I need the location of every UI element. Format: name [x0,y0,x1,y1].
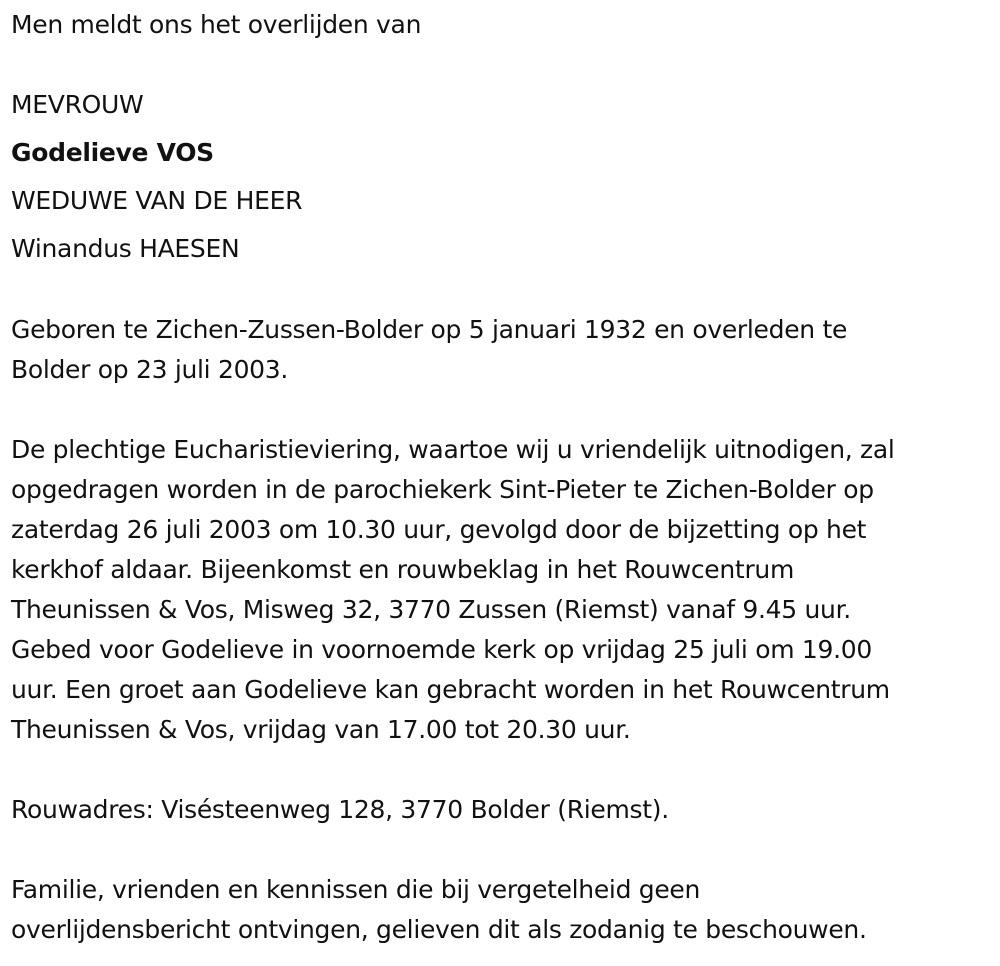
paragraph-line: Rouwadres: Visésteenweg 128, 3770 Bolder (Riemst). [11,795,669,824]
intro-text: Men meldt ons het overlijden van [11,10,422,39]
paragraph-line: Geboren te Zichen-Zussen-Bolder op 5 januari 1932 en overleden te [11,315,848,344]
paragraph-line: Theunissen & Vos, vrijdag van 17.00 tot 20.30 uur. [11,715,631,744]
mourning-address [11,790,669,830]
closing-notice-paragraph [11,870,867,950]
paragraph-line: opgedragen worden in de parochiekerk Sint-Pieter te Zichen-Bolder op [11,475,874,504]
paragraph-line: Theunissen & Vos, Misweg 32, 3770 Zussen (Riemst) vanaf 9.45 uur. [11,595,851,624]
paragraph-line: zaterdag 26 juli 2003 om 10.30 uur, gevolgd door de bijzetting op het [11,515,867,544]
paragraph-line: overlijdensbericht ontvingen, gelieven dit als zodanig te beschouwen. [11,915,867,944]
paragraph-line: Bolder op 23 juli 2003. [11,355,289,384]
paragraph-line: Familie, vrienden en kennissen die bij vergetelheid geen [11,875,701,904]
paragraph-line: kerkhof aldaar. Bijeenkomst en rouwbeklag in het Rouwcentrum [11,555,795,584]
birth-death-paragraph [11,310,847,390]
deceased-title: MEVROUW [11,90,144,119]
funeral-service-paragraph [11,430,895,750]
paragraph-line: De plechtige Eucharistieviering, waartoe wij u vriendelijk uitnodigen, zal [11,435,895,464]
deceased-name: Godelieve VOS [11,138,214,167]
husband-name: Winandus HAESEN [11,234,240,263]
paragraph-line: uur. Een groet aan Godelieve kan gebracht worden in het Rouwcentrum [11,675,890,704]
paragraph-line: Gebed voor Godelieve in voornoemde kerk op vrijdag 25 juli om 19.00 [11,635,872,664]
widow-of-label: WEDUWE VAN DE HEER [11,186,303,215]
